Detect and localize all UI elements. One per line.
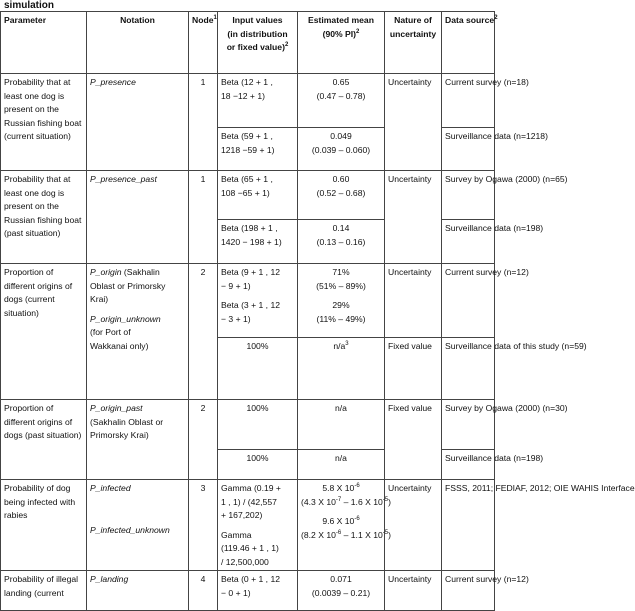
source-cell: Surveillance data of this study (n=59)	[442, 338, 495, 400]
input-cell: Beta (9 + 1 , 12 − 9 + 1) Beta (3 + 1 , 12 − 3 + 1)	[218, 264, 298, 338]
source-cell: Surveillance data (n=198)	[442, 220, 495, 264]
nature-cell: Uncertainty	[385, 74, 442, 171]
source-cell: Current survey (n=12)	[442, 571, 495, 611]
header-input: Input values (in distribution or fixed value)$^2$	[218, 12, 298, 74]
param-landing: Probability of illegal landing (current	[1, 571, 87, 611]
parameter-table	[0, 11, 635, 611]
input-cell: Beta (65 + 1 , 108 −65 + 1)	[218, 171, 298, 220]
nature-cell: Uncertainty	[385, 480, 442, 571]
header-nature: Nature of uncertainty	[385, 12, 442, 74]
source-cell: Survey by Ogawa (2000) (n=65)	[442, 171, 495, 220]
node-cell: 2	[189, 264, 218, 400]
param-origin-past: Proportion of different origins of dogs (past situation)	[1, 400, 87, 480]
notation-origin-unknown: P_origin_unknown	[90, 313, 161, 324]
nature-cell: Fixed value	[385, 338, 442, 400]
input-cell: Beta (59 + 1 , 1218 −59 + 1)	[218, 128, 298, 171]
table-row	[1, 171, 495, 220]
header-source: Data source$^2$	[442, 12, 495, 74]
mean-cell: 0.65 (0.47 – 0.78)	[298, 74, 385, 128]
nature-cell: Uncertainty	[385, 264, 442, 338]
node-cell: 4	[189, 571, 218, 611]
table-row	[1, 400, 495, 450]
mean-cell: n/a	[298, 450, 385, 480]
notation-origin: P_origin (Sakhalin Oblast or Primorsky Krai) P_origin_unknown (for Port of Wakkanai only)	[87, 264, 189, 400]
param-presence-past: Probability that at least one dog is present on the Russian fishing boat (past situation)	[1, 171, 87, 264]
notation-origin-past: P_origin_past (Sakhalin Oblast or Primorsky Krai)	[87, 400, 189, 480]
header-mean: Estimated mean (90% PI)$^2$	[298, 12, 385, 74]
input-cell: Beta (12 + 1 , 18 −12 + 1)	[218, 74, 298, 128]
node-cell: 1	[189, 171, 218, 264]
nature-cell: Uncertainty	[385, 171, 442, 264]
mean-cell: $n/a^3$	[298, 338, 385, 400]
source-cell: Current survey (n=12)	[442, 264, 495, 338]
header-parameter: Parameter	[1, 12, 87, 74]
mean-cell: 0.049 (0.039 – 0.060)	[298, 128, 385, 171]
table-row	[1, 480, 495, 571]
nature-cell: Fixed value	[385, 400, 442, 480]
source-cell: Surveillance data (n=1218)	[442, 128, 495, 171]
param-presence: Probability that at least one dog is present on the Russian fishing boat (current situation)	[1, 74, 87, 171]
mean-cell: 0.071 (0.0039 – 0.21)	[298, 571, 385, 611]
mean-cell: 5.8 X $10^{-6}$ (4.3 X $10^{-7} - 1.6$ X $10^{-5}$) 9.6 X $10^{-6}$ (8.2 X $10^{-6} - 1.1$ X $10^{-5}$)	[298, 480, 385, 571]
notation-presence-past: P_presence_past	[87, 171, 189, 264]
input-cell: Gamma (0.19 + 1 , 1) / (42,557 + 167,202) Gamma (119.46 + 1 , 1) / 12,500,000	[218, 480, 298, 571]
param-origin: Proportion of different origins of dogs (current situation)	[1, 264, 87, 400]
node-cell: 2	[189, 400, 218, 480]
header-row	[1, 12, 495, 74]
input-cell: 100%	[218, 338, 298, 400]
source-cell: Survey by Ogawa (2000) (n=30)	[442, 400, 495, 450]
param-infected: Probability of dog being infected with rabies	[1, 480, 87, 571]
mean-cell: 0.14 (0.13 – 0.16)	[298, 220, 385, 264]
input-cell: 100%	[218, 450, 298, 480]
input-cell: Beta (198 + 1 , 1420 − 198 + 1)	[218, 220, 298, 264]
mean-cell: n/a	[298, 400, 385, 450]
table-row	[1, 571, 495, 611]
header-notation: Notation	[87, 12, 189, 74]
source-cell: Current survey (n=18)	[442, 74, 495, 128]
input-cell: Beta (0 + 1 , 12 − 0 + 1)	[218, 571, 298, 611]
notation-landing: P_landing	[87, 571, 189, 611]
table-row	[1, 74, 495, 128]
node-cell: 1	[189, 74, 218, 171]
table-caption: simulation	[4, 0, 55, 11]
nature-cell: Uncertainty	[385, 571, 442, 611]
mean-cell: 0.60 (0.52 – 0.68)	[298, 171, 385, 220]
notation-infected: P_infected P_infected_unknown	[87, 480, 189, 571]
header-node: Node$^1$	[189, 12, 218, 74]
node-cell: 3	[189, 480, 218, 571]
source-cell: Surveillance data (n=198)	[442, 450, 495, 480]
mean-cell: 71% (51% – 89%) 29% (11% – 49%)	[298, 264, 385, 338]
notation-presence: P_presence	[87, 74, 189, 171]
table-row	[1, 264, 495, 338]
notation-origin-name: P_origin	[90, 267, 122, 277]
input-cell: 100%	[218, 400, 298, 450]
source-cell: FSSS, 2011; FEDIAF, 2012; OIE WAHIS Interface	[442, 480, 495, 571]
